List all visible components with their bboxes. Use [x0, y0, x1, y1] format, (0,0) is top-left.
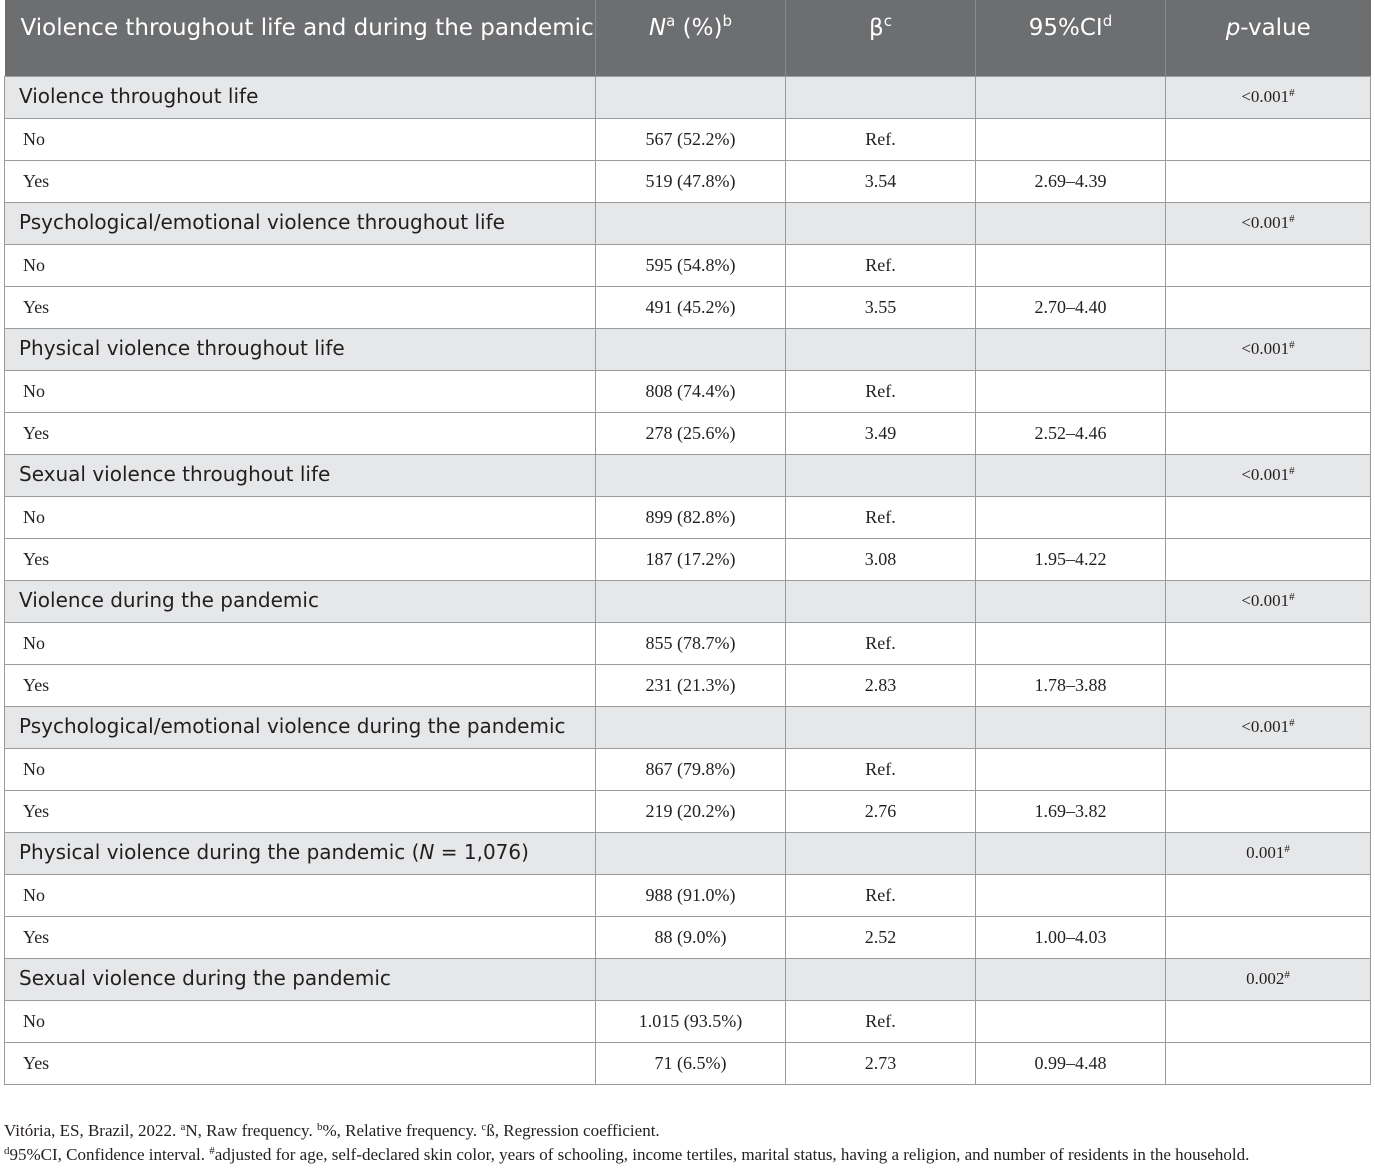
table-row: [5, 412, 1371, 454]
row-label: No: [5, 748, 596, 790]
section-row: [5, 202, 1371, 244]
header-violence-type: Violence throughout life and during the pandemic: [5, 0, 596, 76]
header-row: [5, 0, 1371, 76]
ci-cell: [976, 748, 1166, 790]
beta-cell: 3.54: [786, 160, 976, 202]
p-value-cell: <0.001#: [1166, 580, 1371, 622]
row-label: No: [5, 118, 596, 160]
empty-cell: [1166, 244, 1371, 286]
empty-cell: [1166, 748, 1371, 790]
beta-cell: Ref.: [786, 874, 976, 916]
empty-cell: [976, 580, 1166, 622]
table-footnotes: [4, 1119, 1370, 1167]
row-label: Yes: [5, 790, 596, 832]
empty-cell: [596, 580, 786, 622]
n-percent-cell: 187 (17.2%): [596, 538, 786, 580]
table-row: [5, 118, 1371, 160]
footnote-fragment: d: [4, 1145, 10, 1157]
beta-cell: 3.55: [786, 286, 976, 328]
section-row: [5, 958, 1371, 1000]
empty-cell: [1166, 664, 1371, 706]
p-value-cell: 0.001#: [1166, 832, 1371, 874]
table-row: [5, 1042, 1371, 1084]
empty-cell: [1166, 916, 1371, 958]
empty-cell: [1166, 874, 1371, 916]
n-percent-cell: 899 (82.8%): [596, 496, 786, 538]
empty-cell: [786, 328, 976, 370]
empty-cell: [1166, 538, 1371, 580]
results-table: [4, 0, 1371, 1085]
section-label: Sexual violence during the pandemic: [5, 958, 596, 1000]
p-value-cell: <0.001#: [1166, 328, 1371, 370]
empty-cell: [786, 76, 976, 118]
header-ci: $95\%CI^d$: [976, 0, 1166, 76]
beta-cell: 2.83: [786, 664, 976, 706]
n-percent-cell: 219 (20.2%): [596, 790, 786, 832]
table-body: [5, 76, 1371, 1084]
table-row: [5, 622, 1371, 664]
footnote-fragment: b: [316, 1121, 323, 1133]
ci-cell: [976, 244, 1166, 286]
p-value-cell: 0.002#: [1166, 958, 1371, 1000]
empty-cell: [786, 706, 976, 748]
table-row: [5, 370, 1371, 412]
section-label: Psychological/emotional violence during the pandemic: [5, 706, 596, 748]
section-label: Sexual violence throughout life: [5, 454, 596, 496]
n-percent-cell: 595 (54.8%): [596, 244, 786, 286]
n-percent-cell: 88 (9.0%): [596, 916, 786, 958]
beta-cell: 3.08: [786, 538, 976, 580]
table-row: [5, 748, 1371, 790]
section-row: [5, 328, 1371, 370]
empty-cell: [786, 580, 976, 622]
beta-cell: 3.49: [786, 412, 976, 454]
section-label: Psychological/emotional violence throughout life: [5, 202, 596, 244]
table-row: [5, 874, 1371, 916]
n-percent-cell: 491 (45.2%): [596, 286, 786, 328]
table-row: [5, 286, 1371, 328]
footnote-fragment: N, Raw frequency.: [185, 1121, 317, 1140]
row-label: No: [5, 1000, 596, 1042]
empty-cell: [1166, 118, 1371, 160]
table-row: [5, 916, 1371, 958]
footnote-fragment: %, Relative frequency.: [322, 1121, 482, 1140]
row-label: Yes: [5, 538, 596, 580]
row-label: No: [5, 622, 596, 664]
footnote-fragment: c: [481, 1121, 487, 1133]
row-label: No: [5, 370, 596, 412]
beta-cell: 2.52: [786, 916, 976, 958]
p-value-cell: <0.001#: [1166, 202, 1371, 244]
empty-cell: [976, 76, 1166, 118]
row-label: Yes: [5, 664, 596, 706]
row-label: Yes: [5, 1042, 596, 1084]
ci-cell: 1.95–4.22: [976, 538, 1166, 580]
n-percent-cell: 855 (78.7%): [596, 622, 786, 664]
empty-cell: [786, 832, 976, 874]
section-label: Physical violence throughout life: [5, 328, 596, 370]
footnote-fragment: adjusted for age, self-declared skin color, years of schooling, income tertiles, marital status, having a religion, and number of residents in the household.: [214, 1145, 1250, 1164]
beta-cell: Ref.: [786, 622, 976, 664]
empty-cell: [976, 202, 1166, 244]
beta-cell: 2.73: [786, 1042, 976, 1084]
section-label: Violence throughout life: [5, 76, 596, 118]
n-percent-cell: 988 (91.0%): [596, 874, 786, 916]
section-row: [5, 76, 1371, 118]
n-percent-cell: 278 (25.6%): [596, 412, 786, 454]
ci-cell: 2.69–4.39: [976, 160, 1166, 202]
ci-cell: 1.00–4.03: [976, 916, 1166, 958]
beta-cell: Ref.: [786, 244, 976, 286]
row-label: Yes: [5, 916, 596, 958]
table-row: [5, 790, 1371, 832]
beta-cell: Ref.: [786, 1000, 976, 1042]
empty-cell: [596, 832, 786, 874]
ci-cell: [976, 874, 1166, 916]
n-percent-cell: 867 (79.8%): [596, 748, 786, 790]
empty-cell: [596, 958, 786, 1000]
table-row: [5, 1000, 1371, 1042]
empty-cell: [596, 202, 786, 244]
empty-cell: [1166, 160, 1371, 202]
beta-cell: 2.76: [786, 790, 976, 832]
empty-cell: [976, 706, 1166, 748]
footnote-line-1: [4, 1119, 1370, 1143]
section-row: [5, 706, 1371, 748]
footnote-fragment: 95%CI, Confidence interval.: [9, 1145, 210, 1164]
ci-cell: 2.70–4.40: [976, 286, 1166, 328]
ci-cell: 2.52–4.46: [976, 412, 1166, 454]
empty-cell: [786, 202, 976, 244]
table-row: [5, 160, 1371, 202]
empty-cell: [1166, 286, 1371, 328]
n-percent-cell: 567 (52.2%): [596, 118, 786, 160]
section-row: [5, 580, 1371, 622]
row-label: Yes: [5, 412, 596, 454]
section-row: [5, 832, 1371, 874]
empty-cell: [1166, 1000, 1371, 1042]
empty-cell: [976, 832, 1166, 874]
footnote-fragment: ß, Regression coefficient.: [486, 1121, 660, 1140]
row-label: No: [5, 244, 596, 286]
empty-cell: [1166, 496, 1371, 538]
section-row: [5, 454, 1371, 496]
n-percent-cell: 519 (47.8%): [596, 160, 786, 202]
ci-cell: [976, 370, 1166, 412]
row-label: No: [5, 874, 596, 916]
n-percent-cell: 808 (74.4%): [596, 370, 786, 412]
beta-cell: Ref.: [786, 748, 976, 790]
empty-cell: [596, 328, 786, 370]
table-row: [5, 664, 1371, 706]
table-row: [5, 496, 1371, 538]
beta-cell: Ref.: [786, 118, 976, 160]
empty-cell: [1166, 1042, 1371, 1084]
header-beta: $\beta^c$: [786, 0, 976, 76]
ci-cell: 0.99–4.48: [976, 1042, 1166, 1084]
beta-cell: Ref.: [786, 496, 976, 538]
p-value-cell: <0.001#: [1166, 706, 1371, 748]
empty-cell: [596, 76, 786, 118]
p-value-cell: <0.001#: [1166, 76, 1371, 118]
empty-cell: [1166, 370, 1371, 412]
section-label: Physical violence during the pandemic (N = 1,076): [5, 832, 596, 874]
n-percent-cell: 71 (6.5%): [596, 1042, 786, 1084]
n-percent-cell: 231 (21.3%): [596, 664, 786, 706]
footnote-fragment: #: [209, 1145, 215, 1157]
ci-cell: [976, 622, 1166, 664]
section-label: Violence during the pandemic: [5, 580, 596, 622]
ci-cell: [976, 496, 1166, 538]
footnote-line-2: [4, 1143, 1370, 1167]
ci-cell: [976, 118, 1166, 160]
footnote-fragment: a: [180, 1121, 186, 1133]
empty-cell: [786, 958, 976, 1000]
empty-cell: [596, 706, 786, 748]
ci-cell: 1.78–3.88: [976, 664, 1166, 706]
empty-cell: [1166, 622, 1371, 664]
empty-cell: [786, 454, 976, 496]
table-row: [5, 244, 1371, 286]
beta-cell: Ref.: [786, 370, 976, 412]
row-label: Yes: [5, 160, 596, 202]
empty-cell: [976, 958, 1166, 1000]
header-p-value: p-value: [1166, 0, 1371, 76]
n-percent-cell: 1.015 (93.5%): [596, 1000, 786, 1042]
ci-cell: 1.69–3.82: [976, 790, 1166, 832]
table-row: [5, 538, 1371, 580]
row-label: No: [5, 496, 596, 538]
header-n-percent: $N^a$ (%)$^b$: [596, 0, 786, 76]
p-value-cell: <0.001#: [1166, 454, 1371, 496]
empty-cell: [976, 454, 1166, 496]
table-container: [4, 0, 1370, 1085]
empty-cell: [976, 328, 1166, 370]
footnote-fragment: Vitória, ES, Brazil, 2022.: [4, 1121, 181, 1140]
empty-cell: [596, 454, 786, 496]
ci-cell: [976, 1000, 1166, 1042]
empty-cell: [1166, 790, 1371, 832]
empty-cell: [1166, 412, 1371, 454]
row-label: Yes: [5, 286, 596, 328]
